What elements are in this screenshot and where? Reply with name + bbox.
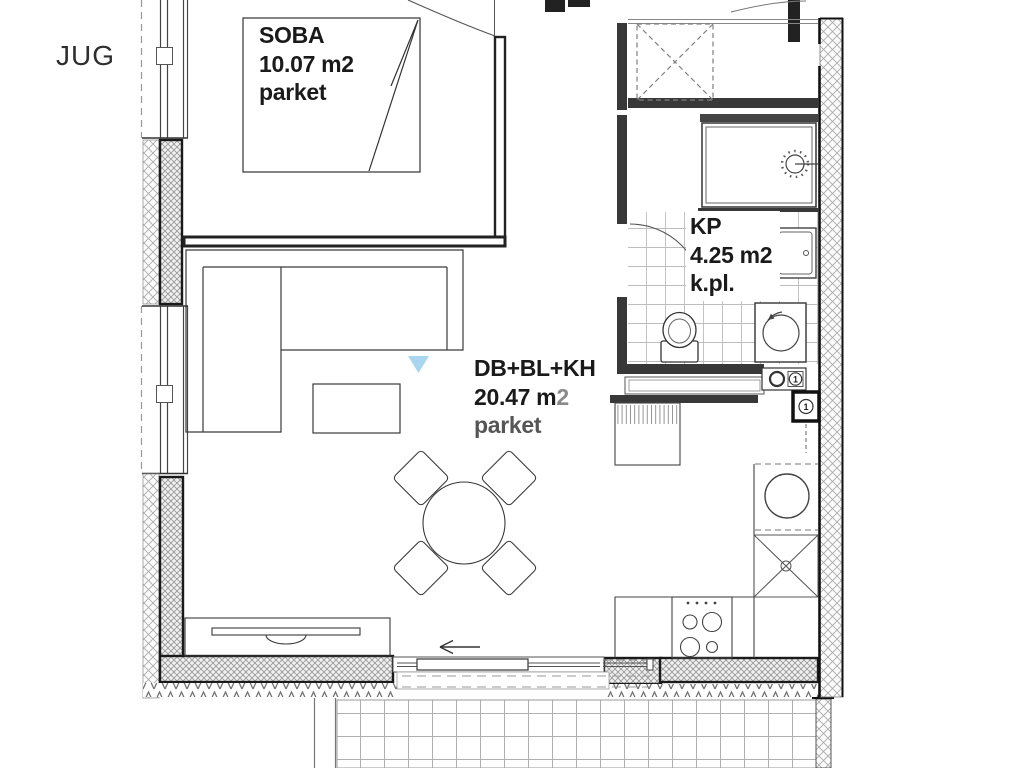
- fixture-circle: [770, 372, 784, 386]
- east-wall: [820, 18, 844, 697]
- utility-shaft: [793, 392, 819, 453]
- stove-knobs: [687, 602, 717, 605]
- wall-stub: [568, 0, 590, 7]
- room-name: KP: [690, 213, 722, 239]
- kitchen-counter-east: [754, 464, 818, 597]
- room-name: SOBA: [259, 22, 325, 48]
- terrace-tile-floor: [337, 700, 816, 768]
- entry-zone: [545, 0, 806, 42]
- wall-pier: [160, 140, 182, 304]
- room-area: 4.25 m2: [690, 241, 773, 268]
- marker-number: 1: [792, 374, 799, 385]
- window-west-upper: [161, 0, 188, 138]
- room-floor: parket: [259, 79, 327, 105]
- room-name: DB+BL+KH: [474, 355, 596, 381]
- niche-wardrobe: [637, 24, 713, 100]
- washing-machine: [755, 303, 806, 362]
- window-frame-marker: [157, 386, 173, 403]
- toilet: [661, 313, 698, 363]
- tv: [212, 628, 360, 635]
- chair: [393, 450, 450, 507]
- insulation-strip: [143, 474, 159, 698]
- kitchen: [610, 368, 819, 658]
- terrace: [315, 695, 835, 768]
- room-area: 20.47 m2: [474, 383, 569, 410]
- tv-sideboard: [185, 618, 390, 656]
- wall-pier: [160, 477, 183, 682]
- soba-door-swing-arc: [408, 0, 495, 36]
- chair: [481, 540, 538, 597]
- kitchen-appliance-crossed: [754, 535, 818, 597]
- facade-render-strip: [604, 684, 818, 697]
- bathroom-south-wall: [617, 364, 764, 374]
- partition-wall: [617, 115, 627, 224]
- room-label-db: [474, 354, 596, 440]
- insulation-strip: [143, 140, 159, 304]
- kitchen-counter-south: [615, 597, 754, 658]
- washbasin: [775, 228, 816, 278]
- room-label-kp: [686, 211, 780, 301]
- west-wall: [142, 0, 189, 698]
- terrace-side-wall: [816, 699, 831, 768]
- chair: [481, 450, 538, 507]
- partition-wall: [617, 297, 627, 368]
- kitchen-cabinet-upper: [615, 403, 680, 465]
- bathtub: [702, 123, 816, 207]
- entry-door-leaf: [788, 0, 800, 42]
- sofa: [186, 250, 463, 432]
- facade-render-strip: [143, 683, 398, 697]
- south-wall-right: [660, 658, 818, 682]
- soba-south-wall: [184, 237, 505, 246]
- coffee-table: [313, 384, 400, 433]
- kitchen-sink: [765, 474, 809, 518]
- kitchen-north-wall: [610, 395, 758, 403]
- south-wall-left: [160, 656, 393, 682]
- sliding-door-sill: [397, 672, 609, 689]
- wall-stub: [545, 0, 565, 12]
- room-floor: parket: [474, 412, 542, 438]
- room-label-soba: [259, 21, 354, 107]
- marker-number: 1: [803, 402, 809, 412]
- chair: [393, 540, 450, 597]
- dining-set: [393, 450, 538, 597]
- north-marker-triangle-icon: [408, 356, 429, 373]
- room-living: [185, 250, 537, 656]
- partition-wall: [617, 23, 627, 110]
- kitchen-wall-ledge: [625, 377, 764, 394]
- room-area: 10.07 m2: [259, 50, 354, 77]
- dining-table: [423, 482, 505, 564]
- east-wall-body: [820, 18, 843, 697]
- room-floor: k.pl.: [690, 270, 735, 296]
- tub-ledge-wall: [700, 114, 818, 122]
- sliding-door-panel: [417, 659, 528, 670]
- kitchen-corner-unit: [762, 368, 806, 390]
- tv-stand: [266, 635, 306, 644]
- door-slide-arrow-icon: [440, 641, 480, 654]
- window-frame-marker: [157, 48, 173, 65]
- soba-east-wall: [495, 37, 505, 238]
- orientation-label: JUG: [56, 40, 115, 71]
